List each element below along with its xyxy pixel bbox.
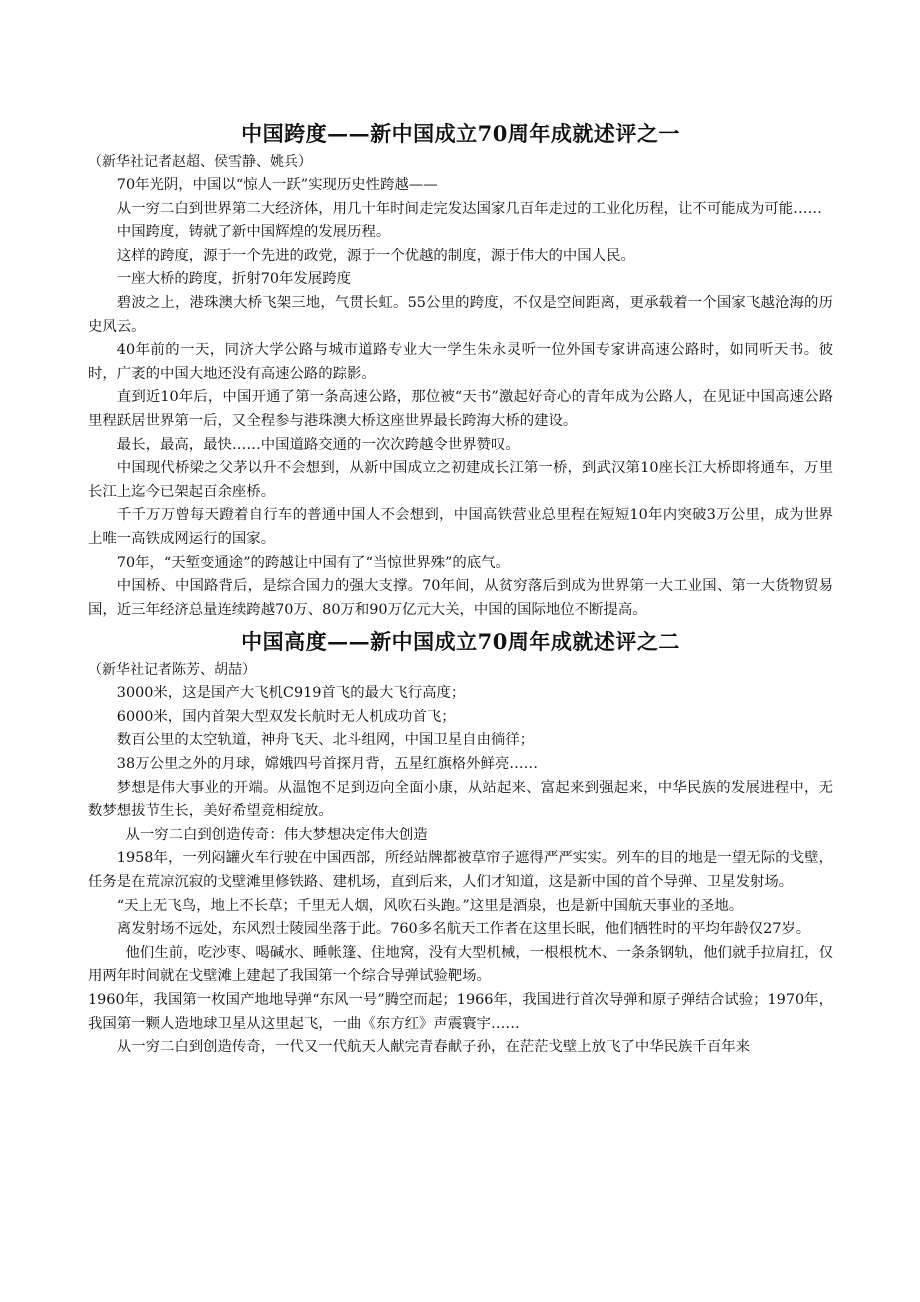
- paragraph: 中国桥、中国路背后，是综合国力的强大支撑。70年间，从贫穷落后到成为世界第一大工业国、第一大货物贸易国，近三年经济总量连续跨越70万、80万和90万亿元大关，中国的国际地位不断提高。: [88, 578, 833, 618]
- section-1-title: 中国跨度——新中国成立70周年成就述评之一: [241, 121, 680, 146]
- paragraph: 直到近10年后，中国开通了第一条高速公路，那位被“天书”激起好奇心的青年成为公路人，在见证中国高速公路里程跃居世界第一后，又全程参与港珠澳大桥这座世界最长跨海大桥的建设。: [88, 389, 833, 429]
- paragraph: 中国现代桥梁之父茅以升不会想到，从新中国成立之初建成长江第一桥，到武汉第10座长江大桥即将通车，万里长江上迄今已架起百余座桥。: [88, 460, 833, 500]
- paragraph: 1960年，我国第一枚国产地地导弹“东风一号”腾空而起；1966年，我国进行首次导弹和原子弹结合试验；1970年，我国第一颗人造地球卫星从这里起飞，一曲《东方红》声震寰宇……: [88, 992, 833, 1032]
- subheading: 从一穷二白到创造传奇：伟大梦想决定伟大创造: [125, 826, 428, 843]
- paragraph: 6000米，国内首架大型双发长航时无人机成功首飞；: [116, 708, 456, 725]
- paragraph: 40年前的一天，同济大学公路与城市道路专业大一学生朱永灵听一位外国专家讲高速公路时，如同听天书。彼时，广袤的中国大地还没有高速公路的踪影。: [88, 342, 833, 382]
- paragraph: 中国跨度，铸就了新中国辉煌的发展历程。: [116, 224, 391, 241]
- paragraph: 70年光阴，中国以“惊人一跃”实现历史性跨越——: [116, 177, 438, 193]
- paragraph: 3000米，这是国产大飞机C919首飞的最大飞行高度；: [116, 685, 466, 702]
- section-2-title: 中国高度——新中国成立70周年成就述评之二: [241, 629, 680, 655]
- paragraph: 这样的跨度，源于一个先进的政党，源于一个优越的制度，源于伟大的中国人民。: [116, 247, 635, 264]
- paragraph: 1958年，一列闷罐火车行驶在中国西部，所经站牌都被草帘子遮得严严实实。列车的目的地是一望无际的戈壁，任务是在荒凉沉寂的戈壁滩里修铁路、建机场，直到后来，人们才知道，这是新中国的首个导弹、卫星发射场。: [88, 850, 833, 891]
- section-2-byline: （新华社记者陈芳、胡喆）: [88, 662, 256, 679]
- paragraph: 离发射场不远处，东风烈士陵园坐落于此。760多名航天工作者在这里长眠，他们牺牲时的平均年龄仅27岁。: [116, 921, 811, 938]
- paragraph: 最长，最高，最快……中国道路交通的一次次跨越令世界赞叹。: [116, 436, 520, 453]
- paragraph: 千千万万曾每天蹬着自行车的普通中国人不会想到，中国高铁营业总里程在短短10年内突破3万公里，成为世界上唯一高铁成网运行的国家。: [88, 507, 833, 547]
- paragraph: 他们生前，吃沙枣、喝碱水、睡帐篷、住地窝，没有大型机械，一根根枕木、一条条钢轨，他们就手拉肩扛，仅用两年时间就在戈壁滩上建起了我国第一个综合导弹试验靶场。: [88, 944, 833, 985]
- subheading: 一座大桥的跨度，折射70年发展跨度: [116, 271, 351, 288]
- paragraph: 从一穷二白到世界第二大经济体，用几十年时间走完发达国家几百年走过的工业化历程，让不可能成为可能……: [116, 200, 822, 217]
- document-body: [88, 118, 833, 1060]
- paragraph: 38万公里之外的月球，嫦娥四号首探月背，五星红旗格外鲜亮……: [116, 756, 539, 773]
- section-1-byline: （新华社记者赵超、侯雪静、姚兵）: [88, 154, 312, 170]
- paragraph: 从一穷二白到创造传奇，一代又一代航天人献完青春献子孙，在茫茫戈壁上放飞了中华民族千百年来: [116, 1039, 750, 1056]
- paragraph: “天上无飞鸟，地上不长草；千里无人烟，风吹石头跑。”这里是酒泉，也是新中国航天事业的圣地。: [116, 897, 744, 914]
- paragraph: 碧波之上，港珠澳大桥飞架三地，气贯长虹。55公里的跨度，不仅是空间距离，更承载着一个国家飞越沧海的历史风云。: [88, 294, 833, 335]
- paragraph: 梦想是伟大事业的开端。从温饱不足到迈向全面小康，从站起来、富起来到强起来，中华民族的发展进程中，无数梦想拔节生长，美好希望竞相绽放。: [88, 779, 833, 820]
- paragraph: 70年，“天堑变通途”的跨越让中国有了“当惊世界殊”的底气。: [116, 554, 510, 571]
- paragraph: 数百公里的太空轨道，神舟飞天、北斗组网，中国卫星自由徜徉；: [116, 732, 535, 749]
